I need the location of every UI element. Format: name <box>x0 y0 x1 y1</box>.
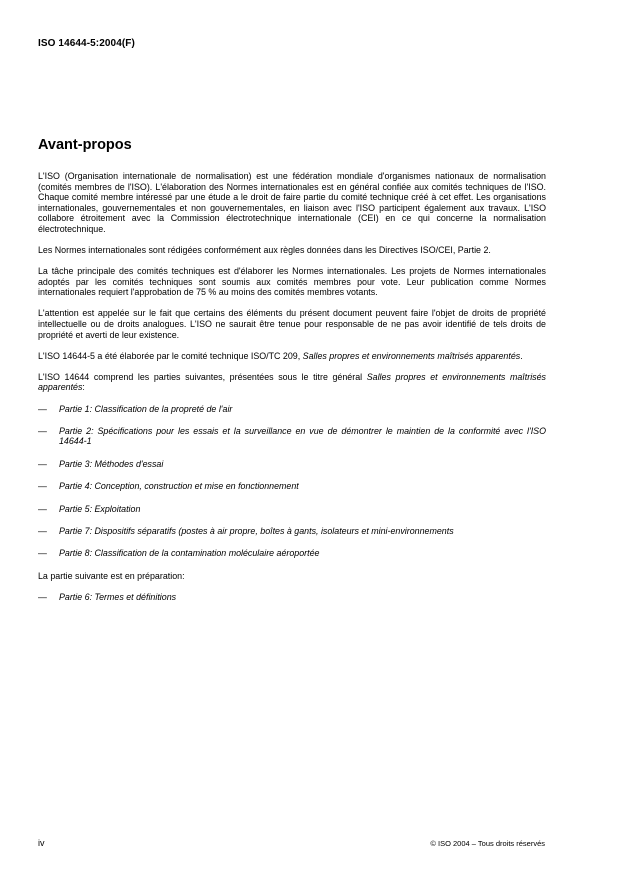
dash-marker: — <box>38 591 47 602</box>
parts-intro-text: L'ISO 14644 comprend les parties suivantes, présentées sous le titre général <box>38 371 367 382</box>
copyright-notice: © ISO 2004 – Tous droits réservés <box>430 839 545 848</box>
list-item-text: Partie 3: Méthodes d'essai <box>59 458 164 469</box>
prepared-by-text: L'ISO 14644-5 a été élaborée par le comité technique ISO/TC 209, <box>38 350 303 361</box>
dash-marker: — <box>38 526 47 537</box>
prepared-by-title: Salles propres et environnements maîtrisés apparentés <box>302 350 521 361</box>
paragraph-prepared-by <box>38 351 546 362</box>
list-item <box>38 548 546 559</box>
list-item-text: Partie 5: Exploitation <box>59 503 141 514</box>
list-item-text: Partie 8: Classification de la contamination moléculaire aéroportée <box>59 548 320 559</box>
paragraph-iso-organisation: L'ISO (Organisation internationale de normalisation) est une fédération mondiale d'organismes nationaux de normalisation (comités membres de l'ISO). L'élaboration des Normes internationales est en général confiée aux comités techniques de l'ISO. Chaque comité membre intéressé par une étude a le droit de faire partie du comité technique créé à cet effet. Les organisations internationales, gouvernementales et non gouvernementales, en liaison avec l'ISO participent également aux travaux. L'ISO collabore étroitement avec la Commission électrotechnique internationale (CEI) en ce qui concerne la normalisation électrotechnique. <box>38 171 546 234</box>
section-title: Avant-propos <box>38 137 132 153</box>
list-item <box>38 459 546 470</box>
dash-marker: — <box>38 503 47 514</box>
paragraph-in-preparation: La partie suivante est en préparation: <box>38 570 185 581</box>
list-item <box>38 426 546 447</box>
list-item <box>38 404 546 415</box>
dash-marker: — <box>38 481 47 492</box>
list-item-text: Partie 4: Conception, construction et mise en fonctionnement <box>59 481 299 492</box>
dash-marker: — <box>38 425 47 436</box>
dash-marker: — <box>38 403 47 414</box>
list-item-text: Partie 2: Spécifications pour les essais et la surveillance en vue de démontrer le maintien de la conformité avec l'ISO 14644-1 <box>59 425 546 447</box>
foreword-body <box>38 171 546 614</box>
parts-intro-title: Salles propres et environnements maîtrisés apparentés <box>38 371 546 393</box>
list-item-text: Partie 1: Classification de la propreté de l'air <box>59 403 233 414</box>
list-item <box>38 592 546 603</box>
document-id-header: ISO 14644-5:2004(F) <box>38 38 135 49</box>
paragraph-patent-rights: L'attention est appelée sur le fait que certains des éléments du présent document peuvent faire l'objet de droits de propriété intellectuelle ou de droits analogues. L'ISO ne saurait être tenue pour responsable de ne pas avoir identifié de tels droits de propriété et averti de leur existence. <box>38 308 546 340</box>
paragraph-parts-intro <box>38 372 546 393</box>
page-number: iv <box>38 838 45 848</box>
dash-marker: — <box>38 458 47 469</box>
list-item <box>38 481 546 492</box>
parts-intro-end: : <box>82 382 85 393</box>
paragraph-directives: Les Normes internationales sont rédigées conformément aux règles données dans les Directives ISO/CEI, Partie 2. <box>38 245 491 256</box>
list-item <box>38 526 546 537</box>
list-item-text: Partie 7: Dispositifs séparatifs (postes à air propre, boîtes à gants, isolateurs et mini-environnements <box>59 526 454 537</box>
paragraph-technical-committees: La tâche principale des comités techniques est d'élaborer les Normes internationales. Les projets de Normes internationales adoptés par les comités techniques sont soumis aux comités membres pour vote. Leur publication comme Normes internationales requiert l'approbation de 75 % au moins des comités membres votants. <box>38 266 546 298</box>
dash-marker: — <box>38 548 47 559</box>
list-item-text: Partie 6: Termes et définitions <box>59 591 177 602</box>
prepared-by-end: . <box>520 350 523 361</box>
list-item <box>38 504 546 515</box>
